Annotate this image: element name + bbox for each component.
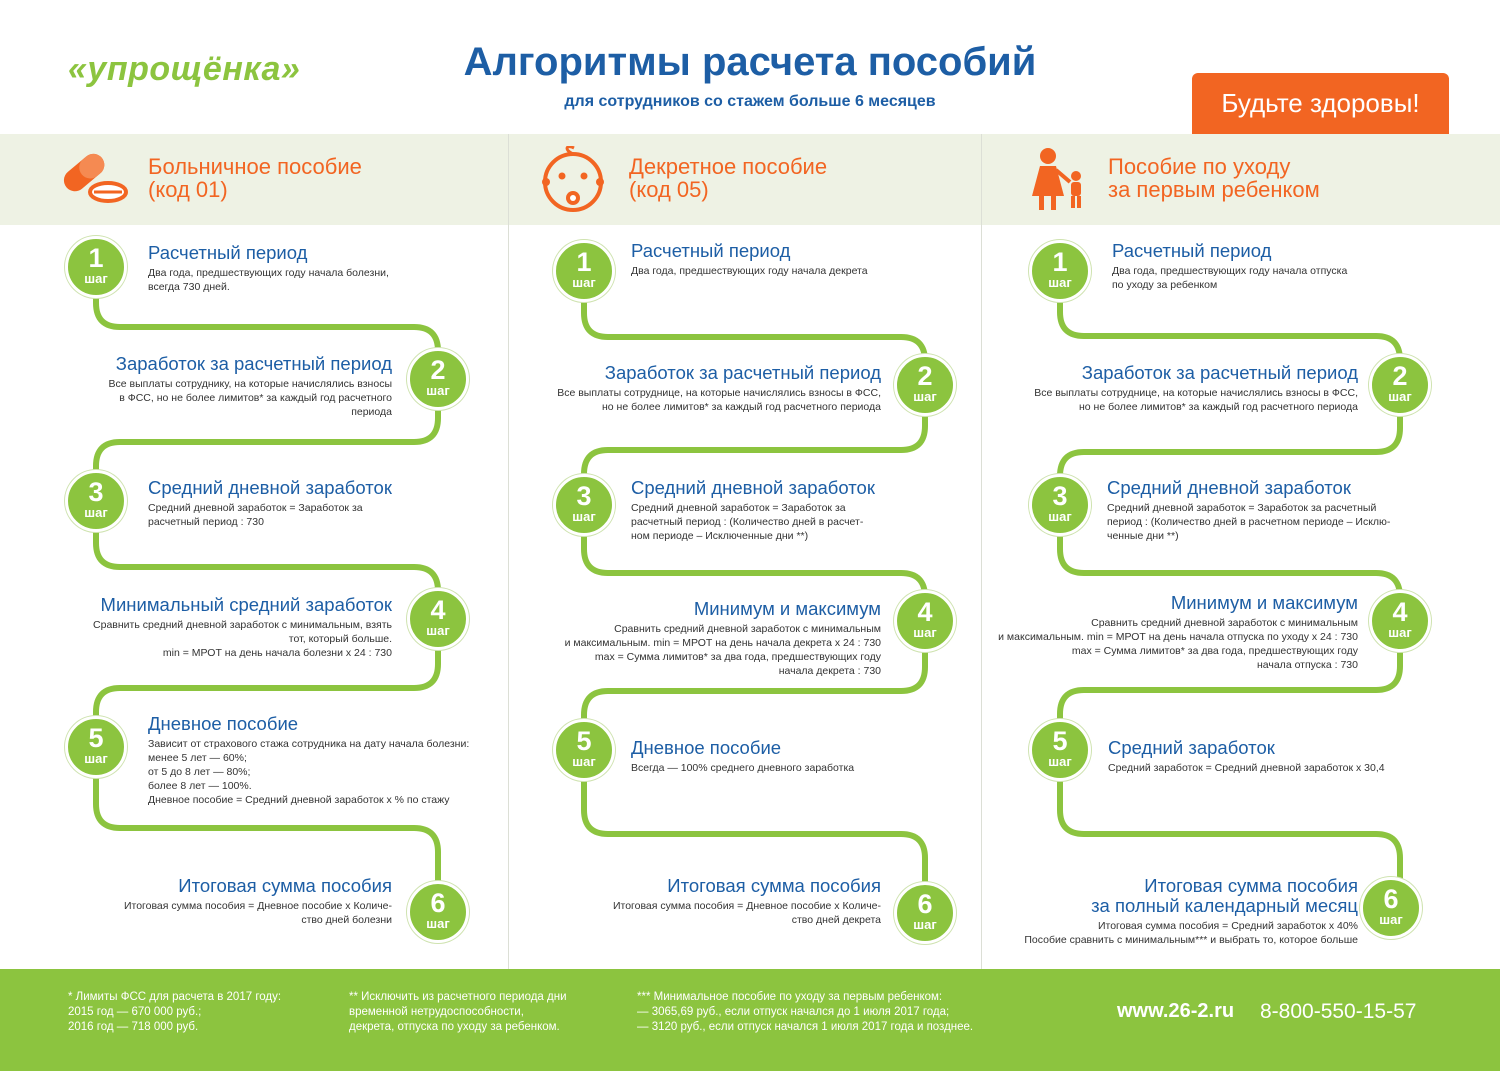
- website-link[interactable]: www.26-2.ru: [1117, 1000, 1235, 1022]
- step-5: Средний заработок Средний заработок = Средний дневной заработок х 30,4: [1108, 737, 1385, 774]
- step-4: Минимум и максимум Сравнить средний дневной заработок с минимальным и максимальным. min = МРОТ на день начала отпуска по уходу х 24 : 730 max = Сумма лимитов* за два года, предшествующих году начала отпуска : 730: [998, 592, 1358, 671]
- column-title-childcare: Пособие по уходу за первым ребенком: [1108, 154, 1320, 202]
- page-title: Алгоритмы расчета пособий: [463, 40, 1037, 84]
- step-badge-2: 2 шаг: [407, 348, 469, 410]
- step-badge-2: 2 шаг: [894, 354, 956, 416]
- step-badge-1: 1 шаг: [65, 236, 127, 298]
- step-5: Дневное пособие Всегда — 100% среднего дневного заработка: [631, 737, 855, 774]
- brand-logo: «упрощёнка»: [68, 50, 301, 88]
- be-healthy-banner: Будьте здоровы!: [1192, 73, 1449, 134]
- column-divider: [508, 134, 509, 969]
- footnote-minimum-benefit: *** Минимальное пособие по уходу за первым ребенком: — 3065,69 руб., если отпуск начался до 1 июля 2017 года; — 3120 руб., если отпуск начался 1 июля 2017 года и позднее.: [637, 991, 974, 1033]
- step-badge-4: 4 шаг: [407, 588, 469, 650]
- mother-child-icon: [1024, 146, 1090, 217]
- step-1: Расчетный период Два года, предшествующих году начала отпуска по уходу за ребенком: [1112, 240, 1348, 291]
- step-6: Итоговая сумма пособия за полный календарный месяц Итоговая сумма пособия = Средний заработок х 40% Пособие сравнить с минимальным*** и выбрать то, которое больше: [1024, 875, 1358, 946]
- step-3: Средний дневной заработок Средний дневной заработок = Заработок за расчетный период : (Количество дней в расчетном периоде – Исклю- ченные дни **): [1107, 477, 1391, 542]
- pill-icon: [60, 146, 130, 211]
- step-badge-5: 5 шаг: [1029, 719, 1091, 781]
- step-2: Заработок за расчетный период Все выплаты сотруднице, на которые начислялись взносы в ФСС, но не более лимитов* за каждый год расчетного периода: [1034, 362, 1358, 413]
- step-badge-6: 6 шаг: [894, 882, 956, 944]
- step-6: Итоговая сумма пособия Итоговая сумма пособия = Дневное пособие х Количе- ство дней болезни: [123, 875, 392, 926]
- step-4: Минимум и максимум Сравнить средний дневной заработок с минимальным и максимальным. min = МРОТ на день начала декрета х 24 : 730 max = Сумма лимитов* за два года, предшествующих году начала декрета : 730: [564, 598, 881, 677]
- step-badge-4: 4 шаг: [894, 590, 956, 652]
- step-4: Минимальный средний заработок Сравнить средний дневной заработок с минимальным, взять тот, который больше. min = МРОТ на день начала болезни х 24 : 730: [93, 594, 392, 659]
- step-5: Дневное пособие Зависит от страхового стажа сотрудника на дату начала болезни: менее 5 лет — 60%; от 5 до 8 лет — 80%; более 8 лет — 100%. Дневное пособие = Средний дневной заработок х % по стажу: [148, 713, 470, 806]
- step-badge-6: 6 шаг: [407, 881, 469, 943]
- step-badge-5: 5 шаг: [65, 716, 127, 778]
- step-1: Расчетный период Два года, предшествующих году начала декрета: [631, 240, 868, 277]
- step-2: Заработок за расчетный период Все выплаты сотруднику, на которые начислялись взносы в ФСС, но не более лимитов* за каждый год расчетного периода: [108, 353, 392, 418]
- column-divider: [981, 134, 982, 969]
- step-badge-3: 3 шаг: [65, 470, 127, 532]
- page-subtitle: для сотрудников со стажем больше 6 месяцев: [564, 93, 936, 110]
- column-title-sick-leave: Больничное пособие (код 01): [148, 154, 362, 202]
- footnote-excluded-days: ** Исключить из расчетного периода дни временной нетрудоспособности, декрета, отпуска по уходу за ребенком.: [349, 991, 567, 1033]
- step-3: Средний дневной заработок Средний дневной заработок = Заработок за расчетный период : (Количество дней в расчет- ном периоде – Исключенные дни **): [631, 477, 875, 542]
- step-badge-3: 3 шаг: [553, 474, 615, 536]
- baby-icon: [538, 146, 608, 219]
- step-badge-1: 1 шаг: [1029, 240, 1091, 302]
- phone-number[interactable]: 8-800-550-15-57: [1260, 1000, 1417, 1023]
- step-6: Итоговая сумма пособия Итоговая сумма пособия = Дневное пособие х Количе- ство дней декрета: [612, 875, 881, 926]
- step-1: Расчетный период Два года, предшествующих году начала болезни, всегда 730 дней.: [148, 242, 389, 293]
- step-2: Заработок за расчетный период Все выплаты сотруднице, на которые начислялись взносы в ФСС, но не более лимитов* за каждый год расчетного периода: [557, 362, 881, 413]
- step-badge-3: 3 шаг: [1029, 474, 1091, 536]
- step-badge-2: 2 шаг: [1369, 354, 1431, 416]
- footnote-limits: * Лимиты ФСС для расчета в 2017 году: 2015 год — 670 000 руб.; 2016 год — 718 000 руб.: [68, 991, 282, 1033]
- step-badge-6: 6 шаг: [1360, 877, 1422, 939]
- step-badge-1: 1 шаг: [553, 240, 615, 302]
- step-badge-4: 4 шаг: [1369, 590, 1431, 652]
- column-title-maternity: Декретное пособие (код 05): [629, 154, 828, 202]
- step-badge-5: 5 шаг: [553, 719, 615, 781]
- step-3: Средний дневной заработок Средний дневной заработок = Заработок за расчетный период : 730: [148, 477, 392, 528]
